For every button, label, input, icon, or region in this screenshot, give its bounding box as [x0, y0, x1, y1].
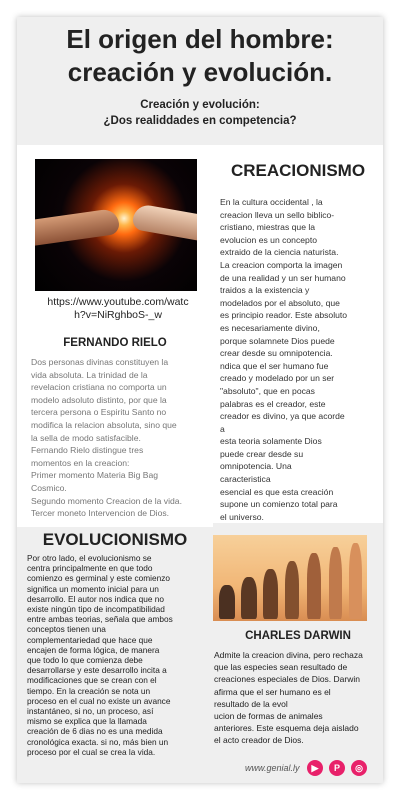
text-line: revelacion cristiana no comporta un: [31, 382, 167, 393]
creation-of-adam-photo: [35, 159, 197, 291]
text-line: resultado de la evol: [214, 698, 288, 709]
text-line: modificaciones que se crean con el: [27, 675, 157, 686]
text-line: afirma que el ser humano es el: [214, 686, 331, 697]
youtube-icon[interactable]: ▶: [307, 760, 323, 776]
text-line: La creacion comporta la imagen: [220, 259, 343, 270]
text-line: porque solamnete Dios puede: [220, 335, 335, 346]
text-line: Segundo momento Creacion de la vida.: [31, 495, 182, 506]
figure-3: [263, 569, 278, 619]
text-line: traidos a la existencia y: [220, 285, 310, 296]
evolucionismo-heading: EVOLUCIONISMO: [42, 530, 188, 549]
left-hand-shape: [35, 208, 120, 246]
darwin-text: [214, 649, 382, 747]
text-line: extraido de la ciencia naturista.: [220, 247, 339, 258]
figure-7: [349, 543, 362, 619]
text-line: de una realidad y un ser humano: [220, 272, 346, 283]
text-line: esencial es que esta creación: [220, 486, 334, 497]
figure-4: [285, 561, 299, 619]
text-line: evolucion es un concepto: [220, 234, 317, 245]
text-line: Cosmico.: [31, 482, 67, 493]
text-line: modifica la relacion absoluta, sino que: [31, 419, 177, 430]
brand-link[interactable]: www.genial.ly: [245, 763, 300, 773]
rielo-text: [31, 356, 211, 520]
text-line: caracteristica: [220, 474, 271, 485]
title-line-2: creación y evolución.: [67, 57, 333, 87]
text-line: creador es divino, ya que acorde: [220, 411, 345, 422]
text-line: que todo lo que comienza debe: [27, 655, 143, 666]
title-line-1: El origen del hombre:: [66, 24, 334, 54]
text-line: Dos personas divinas constituyen la: [31, 357, 169, 367]
text-line: supone un comienzo total para: [220, 499, 338, 510]
text-line: a: [220, 423, 225, 434]
darwin-heading: CHARLES DARWIN: [245, 630, 351, 642]
header: [17, 17, 383, 145]
figure-1: [219, 585, 235, 619]
text-line: mismo se explica que la llamada: [27, 716, 147, 727]
text-line: modelo adsoluto distinto, por que la: [31, 394, 167, 405]
text-line: complementariedad que hace que: [27, 634, 153, 645]
text-line: tiempo. En la creación se nota un: [27, 685, 151, 696]
text-line: crear desde su omnipotencia.: [220, 348, 333, 359]
text-line: "absoluto", que en pocas: [220, 385, 315, 396]
text-line: palabras es el creador, este: [220, 398, 326, 409]
text-line: Tercer moneto Intervencion de Dios.: [31, 508, 170, 519]
infographic-page: [17, 17, 383, 783]
right-hand-shape: [131, 203, 197, 241]
text-line: Fernando Rielo distingue tres: [31, 445, 144, 456]
text-line: vida absoluta. La trinidad de la: [31, 369, 148, 380]
text-line: creaciones especiales de Dios. Darwin: [214, 674, 360, 685]
text-line: conceptos tienen una: [27, 624, 106, 635]
text-line: Admite la creacion divina, pero rechaza: [214, 650, 363, 660]
text-line: desarrollo. El autor nos indica que no: [27, 593, 164, 604]
pinterest-icon[interactable]: P: [329, 760, 345, 776]
text-line: desarrollarse y este desarrollo incita a: [27, 665, 167, 676]
text-line: momentos en la creacion:: [31, 457, 130, 468]
text-line: centra principalmente en que todo: [27, 563, 153, 574]
text-line: significa un momento inicial para un: [27, 583, 159, 594]
text-line: proceso por el cual se crea la vida.: [27, 746, 156, 757]
text-line: el universo.: [220, 511, 264, 522]
evolution-march-illustration: [213, 535, 367, 621]
text-line: En la cultura occidental , la: [220, 197, 323, 207]
figure-5: [307, 553, 321, 619]
text-line: la sella de modo satisfacible.: [31, 432, 141, 443]
text-line: omnipotencia. Una: [220, 461, 292, 472]
figure-6: [329, 547, 342, 619]
creacionismo-heading: CREACIONISMO: [230, 161, 366, 180]
text-line: entre ambas teorias, señala que ambos: [27, 614, 173, 625]
text-line: comienzo es germinal y este comienzo: [27, 573, 170, 584]
text-line: creado y modelado por un ser: [220, 373, 335, 384]
text-line: cronológica exacta. si no, más bien un: [27, 736, 169, 747]
text-line: ndica que el ser humano fue: [220, 360, 329, 371]
text-line: es principio reador. Este absoluto: [220, 310, 348, 321]
text-line: ucion de formas de animales: [214, 711, 323, 722]
text-line: proceso en el cual no existe un avance: [27, 695, 171, 706]
text-line: Primer momento Materia Big Bag: [31, 470, 159, 481]
evolucionismo-text: [27, 553, 213, 757]
page-subtitle: [17, 97, 383, 129]
rielo-heading: FERNANDO RIELO: [63, 337, 167, 349]
text-line: modelados por el absoluto, que: [220, 297, 340, 308]
text-line: creacion lleva un sello biblico-: [220, 209, 335, 220]
text-line: esta teoria solamente Dios: [220, 436, 322, 447]
video-link[interactable]: https://www.youtube.com/watch?v=NiRghboS-_w: [47, 296, 189, 321]
text-line: puede crear desde su: [220, 448, 304, 459]
dribbble-icon[interactable]: ◎: [351, 760, 367, 776]
text-line: anteriores. Este esquema deja aislado: [214, 723, 359, 734]
text-line: instantáneo, si no, un proceso, así: [27, 706, 154, 717]
text-line: que las especies sean resultado de: [214, 662, 348, 673]
footer: [17, 757, 383, 783]
text-line: cristiano, miestras que la: [220, 222, 316, 233]
text-line: existe ningún tipo de incompatibilidad: [27, 604, 165, 615]
page-title: [17, 23, 383, 89]
text-line: Por otro lado, el evolucionismo se: [27, 553, 152, 563]
text-line: tercera persona o Espiritu Santo no: [31, 407, 167, 418]
subtitle-line-1: Creación y evolución:: [140, 99, 260, 111]
creacionismo-text: [220, 196, 380, 523]
subtitle-line-2: ¿Dos realiddades en competencia?: [103, 115, 297, 127]
text-line: el acto creador de Dios.: [214, 735, 304, 746]
figure-2: [241, 577, 257, 619]
text-line: creación de 6 dias no es una medida: [27, 726, 163, 737]
text-line: encajen de forma lógica, de manera: [27, 644, 160, 655]
text-line: es necesariamente divino,: [220, 322, 320, 333]
